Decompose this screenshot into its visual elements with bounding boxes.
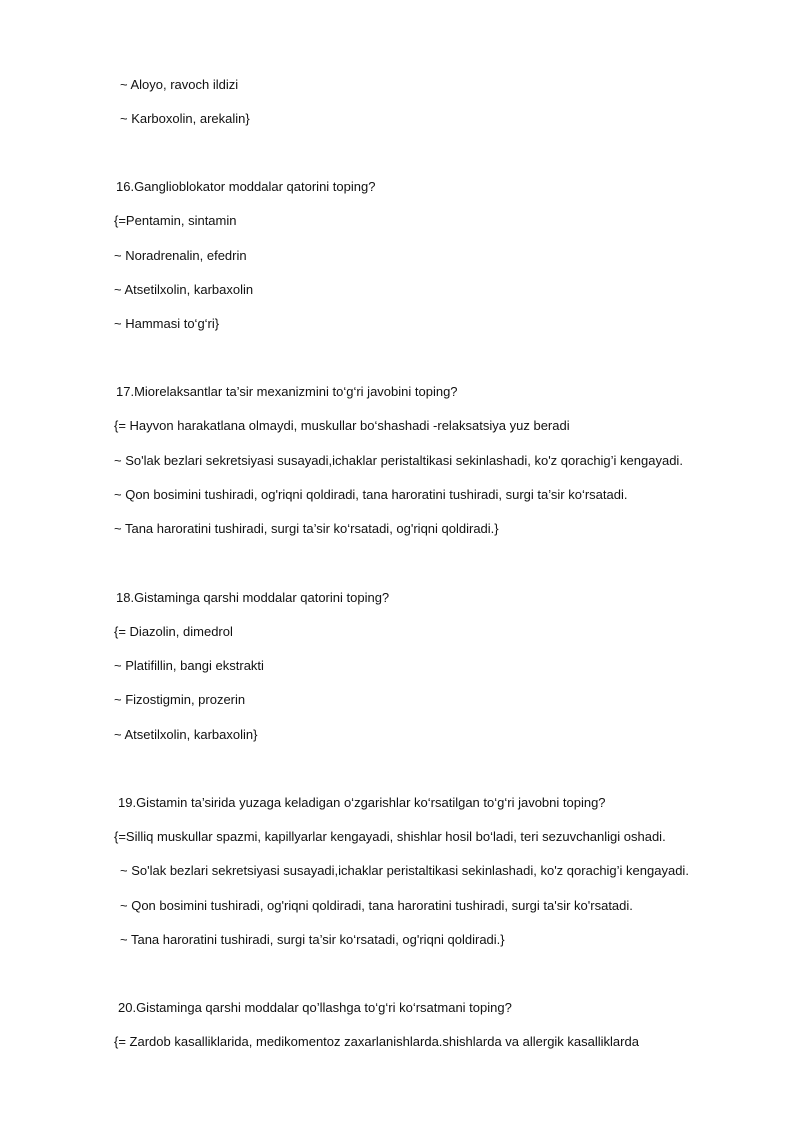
question-text: 19.Gistamin ta’sirida yuzaga keladigan o‘zgarishlar ko‘rsatilgan to‘g‘ri javobni toping?	[118, 795, 606, 810]
answer-option: ~ Qon bosimini tushiradi, og'riqni qoldiradi, tana haroratini tushiradi, surgi ta'sir ko'rsatadi.	[120, 898, 633, 913]
answer-option: ~ So'lak bezlari sekretsiyasi susayadi,ichaklar peristaltikasi sekinlashadi, ko'z qorachig’i kengayadi.	[114, 453, 683, 468]
answer-option: ~ Tana haroratini tushiradi, surgi ta’sir ko‘rsatadi, og'riqni qoldiradi.}	[114, 521, 499, 536]
answer-option: ~ Atsetilxolin, karbaxolin}	[114, 727, 258, 742]
question-text: 18.Gistaminga qarshi moddalar qatorini toping?	[116, 590, 390, 605]
answer-option: ~ Platifillin, bangi ekstrakti	[114, 658, 264, 673]
answer-option: ~ Hammasi to‘g‘ri}	[114, 316, 220, 331]
correct-answer: {= Hayvon harakatlana olmaydi, muskullar bo‘shashadi -relaksatsiya yuz beradi	[114, 418, 570, 433]
correct-answer: {=Silliq muskullar spazmi, kapillyarlar kengayadi, shishlar hosil bo‘ladi, teri sezuvchanligi oshadi.	[114, 829, 666, 844]
answer-option: ~ Aloyo, ravoch ildizi	[120, 77, 239, 92]
correct-answer: {=Pentamin, sintamin	[114, 213, 237, 228]
answer-option: ~ So'lak bezlari sekretsiyasi susayadi,ichaklar peristaltikasi sekinlashadi, ko'z qorachig’i kengayadi.	[120, 863, 689, 878]
question-text: 17.Miorelaksantlar ta’sir mexanizmini to‘g‘ri javobini toping?	[116, 384, 458, 399]
correct-answer: {= Diazolin, dimedrol	[114, 624, 233, 639]
question-text: 20.Gistaminga qarshi moddalar qo’llashga to‘g‘ri ko‘rsatmani toping?	[118, 1000, 512, 1015]
answer-option: ~ Fizostigmin, prozerin	[114, 692, 246, 707]
answer-option: ~ Karboxolin, arekalin}	[120, 111, 250, 126]
answer-option: ~ Noradrenalin, efedrin	[114, 248, 247, 263]
answer-option: ~ Atsetilxolin, karbaxolin	[114, 282, 254, 297]
answer-option: ~ Tana haroratini tushiradi, surgi ta’sir ko‘rsatadi, og'riqni qoldiradi.}	[120, 932, 505, 947]
correct-answer: {= Zardob kasalliklarida, medikomentoz zaxarlanishlarda.shishlarda va allergik kasalliklarda	[114, 1034, 639, 1049]
answer-option: ~ Qon bosimini tushiradi, og'riqni qoldiradi, tana haroratini tushiradi, surgi ta’sir ko‘rsatadi.	[114, 487, 628, 502]
question-text: 16.Ganglioblokator moddalar qatorini toping?	[116, 179, 376, 194]
